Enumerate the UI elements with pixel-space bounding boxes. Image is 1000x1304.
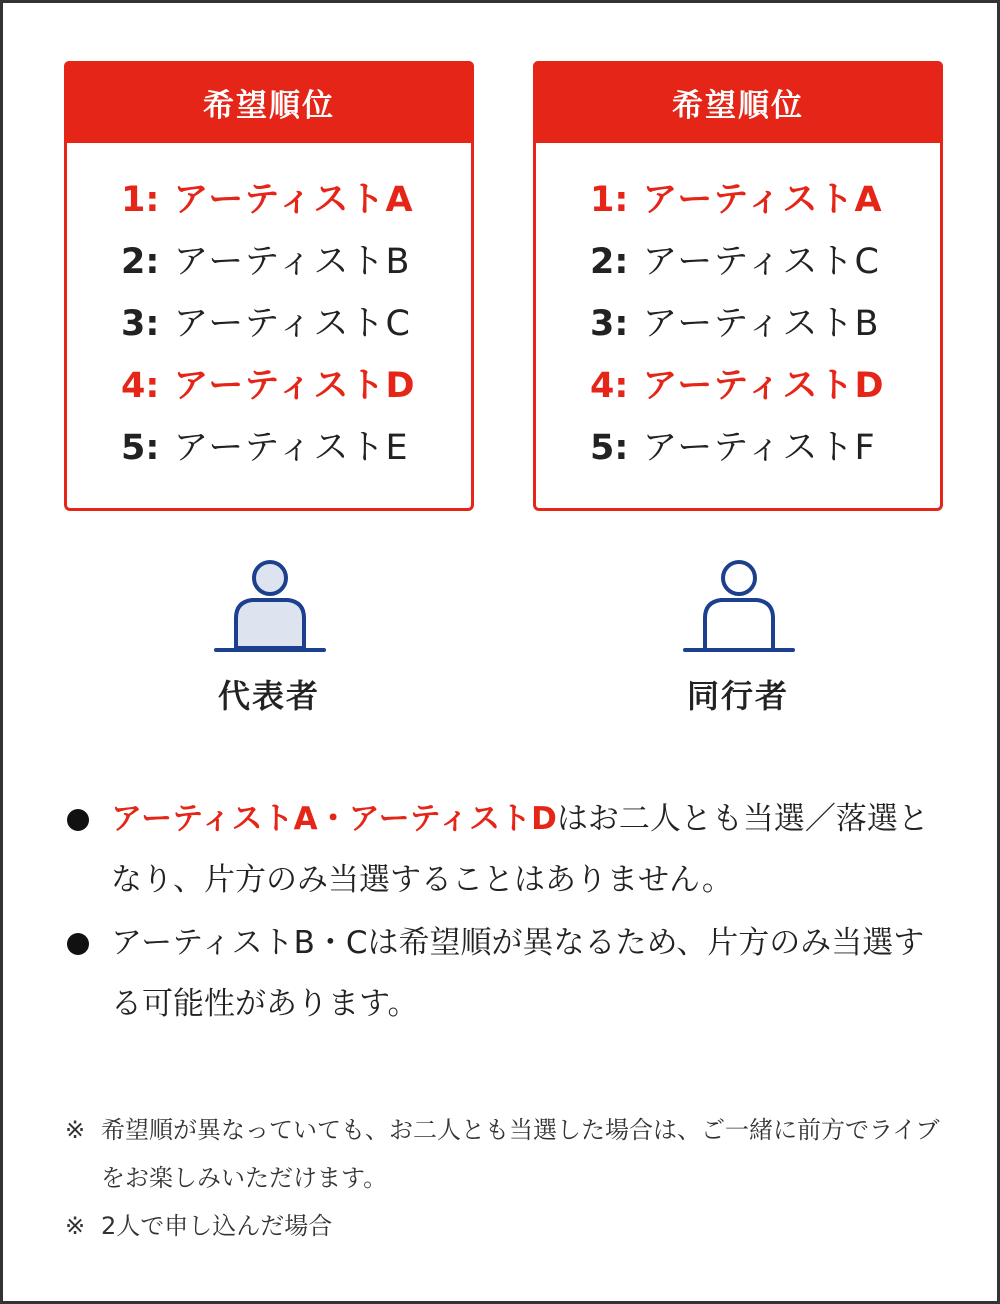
companion-label: 同行者 <box>686 677 789 715</box>
bullet-icon <box>67 933 89 955</box>
highlighted-artists: アーティストA・アーティストD <box>111 801 557 837</box>
artist-name: アーティストB <box>173 242 411 282</box>
explanation-text: はお二人とも当選／落選となり、片方のみ当選することはありません。 <box>111 801 929 898</box>
ranking-item <box>121 231 416 293</box>
preference-card-companion <box>533 61 943 511</box>
reference-mark: ※ <box>65 1212 86 1240</box>
companion-person-icon <box>679 558 799 658</box>
card-header: 希望順位 <box>64 61 474 143</box>
card-header: 希望順位 <box>533 61 943 143</box>
rank-number: 2: <box>590 242 629 282</box>
ranking-item <box>121 169 416 231</box>
artist-name: アーティストA <box>173 180 414 220</box>
rank-number: 3: <box>590 304 629 344</box>
artist-name: アーティストA <box>642 180 883 220</box>
artist-name: アーティストC <box>642 242 880 282</box>
ranking-item <box>121 355 416 417</box>
artist-name: アーティストC <box>173 304 411 344</box>
artist-name: アーティストD <box>173 366 416 406</box>
footnote-text: 2人で申し込んだ場合 <box>101 1212 333 1240</box>
bullet-icon <box>67 809 89 831</box>
rank-number: 5: <box>121 428 160 468</box>
ranking-item <box>121 417 416 479</box>
preference-card-representative <box>64 61 474 511</box>
ranking-item <box>121 293 416 355</box>
representative-person-icon <box>210 558 330 658</box>
ranking-item <box>590 355 885 417</box>
rank-number: 3: <box>121 304 160 344</box>
footnote-list <box>65 1106 955 1250</box>
artist-name: アーティストD <box>642 366 885 406</box>
ranking-item <box>590 231 885 293</box>
rank-number: 4: <box>590 366 629 406</box>
explanation-item <box>63 789 953 911</box>
footnote-item <box>65 1202 955 1250</box>
ranking-item <box>590 417 885 479</box>
artist-name: アーティストF <box>642 428 876 468</box>
ranking-list <box>121 169 416 479</box>
footnote-text: 希望順が異なっていても、お二人とも当選した場合は、ご一緒に前方でライブをお楽しみいただけます。 <box>101 1116 940 1192</box>
rank-number: 1: <box>590 180 629 220</box>
artist-name: アーティストB <box>642 304 880 344</box>
explanation-text: アーティストB・Cは希望順が異なるため、片方のみ当選する可能性があります。 <box>111 925 925 1022</box>
ranking-item <box>590 293 885 355</box>
explanation-item <box>63 913 953 1035</box>
reference-mark: ※ <box>65 1116 86 1144</box>
ranking-item <box>590 169 885 231</box>
rank-number: 2: <box>121 242 160 282</box>
artist-name: アーティストE <box>173 428 409 468</box>
rank-number: 4: <box>121 366 160 406</box>
representative-label: 代表者 <box>217 677 320 715</box>
rank-number: 1: <box>121 180 160 220</box>
explanation-list <box>63 789 953 1037</box>
ranking-list <box>590 169 885 479</box>
rank-number: 5: <box>590 428 629 468</box>
footnote-item <box>65 1106 955 1202</box>
